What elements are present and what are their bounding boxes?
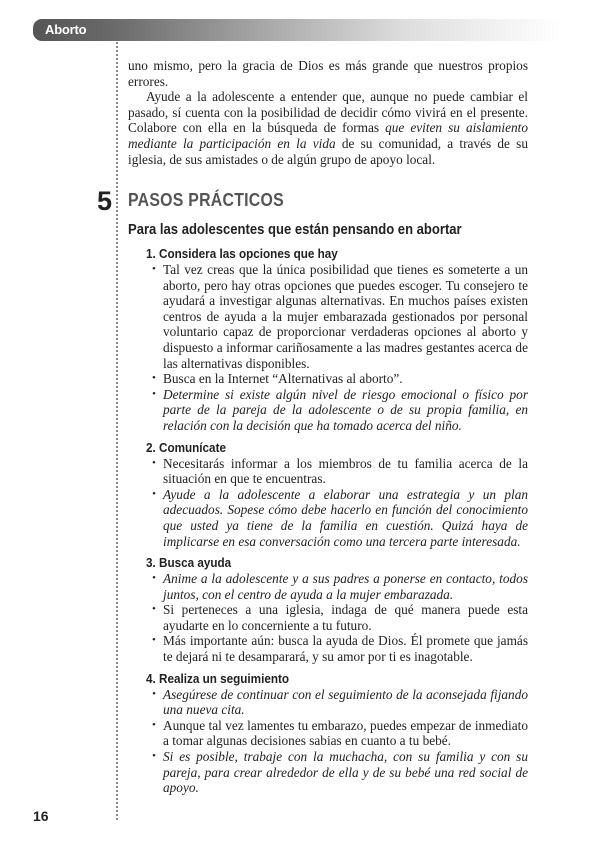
- step-title: 3. Busca ayuda: [146, 555, 232, 571]
- intro-p2-emphasis: que eviten su aislamiento mediante la participación en la vida: [128, 120, 528, 151]
- running-header-bar: [33, 19, 563, 41]
- intro-text: [128, 58, 528, 167]
- dotted-margin-rule: [116, 42, 118, 820]
- intro-paragraph-2: [128, 89, 528, 167]
- bullet-list: [146, 687, 528, 796]
- bullet-item: • Si es posible, trabaje con la muchacha, con su familia y con su pareja, para crear alrededor de ella y de su bebé una red social de apoyo.: [146, 749, 528, 796]
- section-number: 5: [97, 186, 113, 216]
- running-header-title: Aborto: [45, 22, 87, 37]
- bullet-item: • Si perteneces a una iglesia, indaga de qué manera puede esta ayudarte en lo concerniente a tu futuro.: [146, 602, 528, 633]
- intro-p2-text-end: de su comunidad, a través de su iglesia, de sus amistades o de algún grupo de apoyo local.: [128, 135, 529, 167]
- step-1: [146, 246, 528, 434]
- bullet-item: • Necesitarás informar a los miembros de tu familia acerca de la situación en que te encuentras.: [146, 456, 528, 487]
- section-subtitle: Para las adolescentes que están pensando en abortar: [128, 222, 462, 238]
- step-4: [146, 671, 528, 796]
- bullet-item: • Busca en la Internet “Alternativas al aborto”.: [146, 371, 528, 387]
- step-3: [146, 555, 528, 665]
- bullet-item: • Aunque tal vez lamentes tu embarazo, puedes empezar de inmediato a tomar algunas decisiones sabias en cuanto a tu bebé.: [146, 718, 528, 749]
- bullet-item: • Asegúrese de continuar con el seguimiento de la aconsejada fijando una nueva cita.: [146, 687, 528, 718]
- step-title: 2. Comunícate: [146, 439, 226, 455]
- bullet-item: • Tal vez creas que la única posibilidad que tienes es someterte a un aborto, pero hay otras opciones que puedes escoger. Tu consejero te ayudará a investigar algunas alternativas. En muchos países existen centros de ayuda a la mujer embarazada gestionados por personal voluntario capaz de proporcionar verdaderas opciones al aborto y dispuesto a informar cariñosamente a las madres gestantes acerca de las alternativas disponibles.: [146, 262, 528, 371]
- bullet-item: • Más importante aún: busca la ayuda de Dios. Él promete que jamás te dejará ni te desamparará, y su amor por ti es inagotable.: [146, 633, 528, 664]
- bullet-list: [146, 262, 528, 434]
- bullet-list: [146, 456, 528, 550]
- bullet-list: [146, 571, 528, 665]
- page-number: 16: [33, 808, 49, 824]
- section-title: PASOS PRÁCTICOS: [128, 190, 284, 210]
- step-title: 1. Considera las opciones que hay: [146, 246, 338, 261]
- intro-paragraph-1: uno mismo, pero la gracia de Dios es más grande que nuestros propios errores.: [128, 58, 528, 89]
- step-title: 4. Realiza un seguimiento: [146, 670, 290, 686]
- intro-p2-text: Ayude a la adolescente a entender que, aunque no puede cambiar el pasado, sí cuenta con la posibilidad de decidir cómo vivirá en el presente. Colabore con ella en la búsqueda de formas: [128, 89, 528, 136]
- bullet-item: • Anime a la adolescente y a sus padres a ponerse en contacto, todos juntos, con el centro de ayuda a la mujer embarazada.: [146, 571, 528, 602]
- bullet-item: • Ayude a la adolescente a elaborar una estrategia y un plan adecuados. Sopese cómo debe hacerlo en función del conocimiento que usted ya tiene de la familia en cuestión. Quizá haya de implicarse en esa conversación como una tercera parte interesada.: [146, 487, 528, 549]
- steps-list: [146, 246, 528, 802]
- step-2: [146, 440, 528, 550]
- bullet-item: • Determine si existe algún nivel de riesgo emocional o físico por parte de la pareja de la adolescente o de su propia familia, en relación con la decisión que ha tomado acerca del niño.: [146, 387, 528, 434]
